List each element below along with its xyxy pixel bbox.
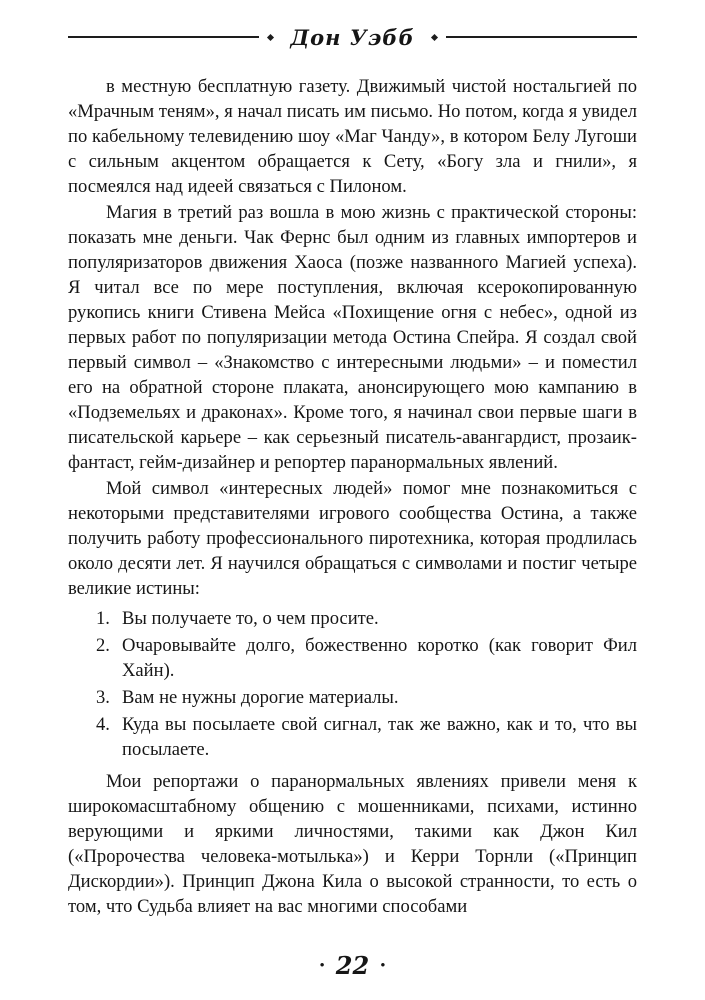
bullet-ornament-icon: • [319, 957, 325, 974]
list-item-number: 2. [96, 635, 110, 656]
truths-list [68, 606, 637, 762]
page-body [68, 74, 637, 919]
running-head-author: Дон Уэбб [290, 24, 415, 50]
list-item-number: 1. [96, 608, 110, 629]
list-item-text: Вам не нужны дорогие материалы. [122, 687, 399, 708]
list-item-text: Куда вы посылаете свой сигнал, так же важно, как и то, что вы посылаете. [122, 714, 637, 760]
list-item-number: 4. [96, 714, 110, 735]
paragraph: Мои репортажи о паранормальных явлениях привели меня к широкомасштабному общению с мошенниками, психами, истинно верующими и яркими личностями, такими как Джон Кил («Пророчества человека-мотылька») и Керри Торнли («Принцип Дискордии»). Принцип Джона Кила о высокой странности, то есть о том, что Судьба влияет на вас многими способами [68, 771, 637, 917]
bullet-ornament-icon: • [380, 957, 386, 974]
list-item [68, 712, 637, 762]
list-item-text: Очаровывайте долго, божественно коротко (как говорит Фил Хайн). [122, 635, 637, 681]
list-item [68, 606, 637, 631]
list-item-text: Вы получаете то, о чем просите. [122, 608, 379, 629]
list-item [68, 633, 637, 683]
diamond-ornament-icon [431, 33, 438, 40]
paragraph: Мой символ «интересных людей» помог мне познакомиться с некоторыми представителями игрового сообщества Остина, а также получить работу профессионального пиротехника, которая продлилась около десяти лет. Я научился обращаться с символами и постиг четыре великие истины: [68, 478, 637, 599]
page-number: 22 [335, 951, 370, 980]
list-item-number: 3. [96, 687, 110, 708]
page-footer [0, 951, 705, 980]
page-header [68, 24, 637, 50]
paragraph: Магия в третий раз вошла в мою жизнь с практической стороны: показать мне деньги. Чак Фернс был одним из главных импортеров и популяризаторов движения Хаоса (позже названного Магией успеха). Я читал все по мере поступления, включая ксерокопированную рукопись книги Стивена Мейса «Похищение огня с небес», одной из первых работ по популяризации метода Остина Спейра. Я создал свой первый символ – «Знакомство с интересными людьми» – и поместил его на обратной стороне плаката, анонсирующего мою кампанию в «Подземельях и драконах». Кроме того, я начинал свои первые шаги в писательской карьере – как серьезный писатель-авангардист, прозаик-фантаст, гейм-дизайнер и репортер паранормальных явлений. [68, 202, 637, 473]
list-item [68, 685, 637, 710]
paragraph: в местную бесплатную газету. Движимый чистой ностальгией по «Мрачным теням», я начал писать им письмо. Но потом, когда я увидел по кабельному телевидению шоу «Маг Чанду», в котором Белу Лугоши с сильным акцентом обращается к Сету, «Богу зла и гнили», я посмеялся над идеей связаться с Пилоном. [68, 76, 637, 197]
diamond-ornament-icon [267, 33, 274, 40]
header-rule-left [68, 36, 259, 38]
header-rule-right [446, 36, 637, 38]
